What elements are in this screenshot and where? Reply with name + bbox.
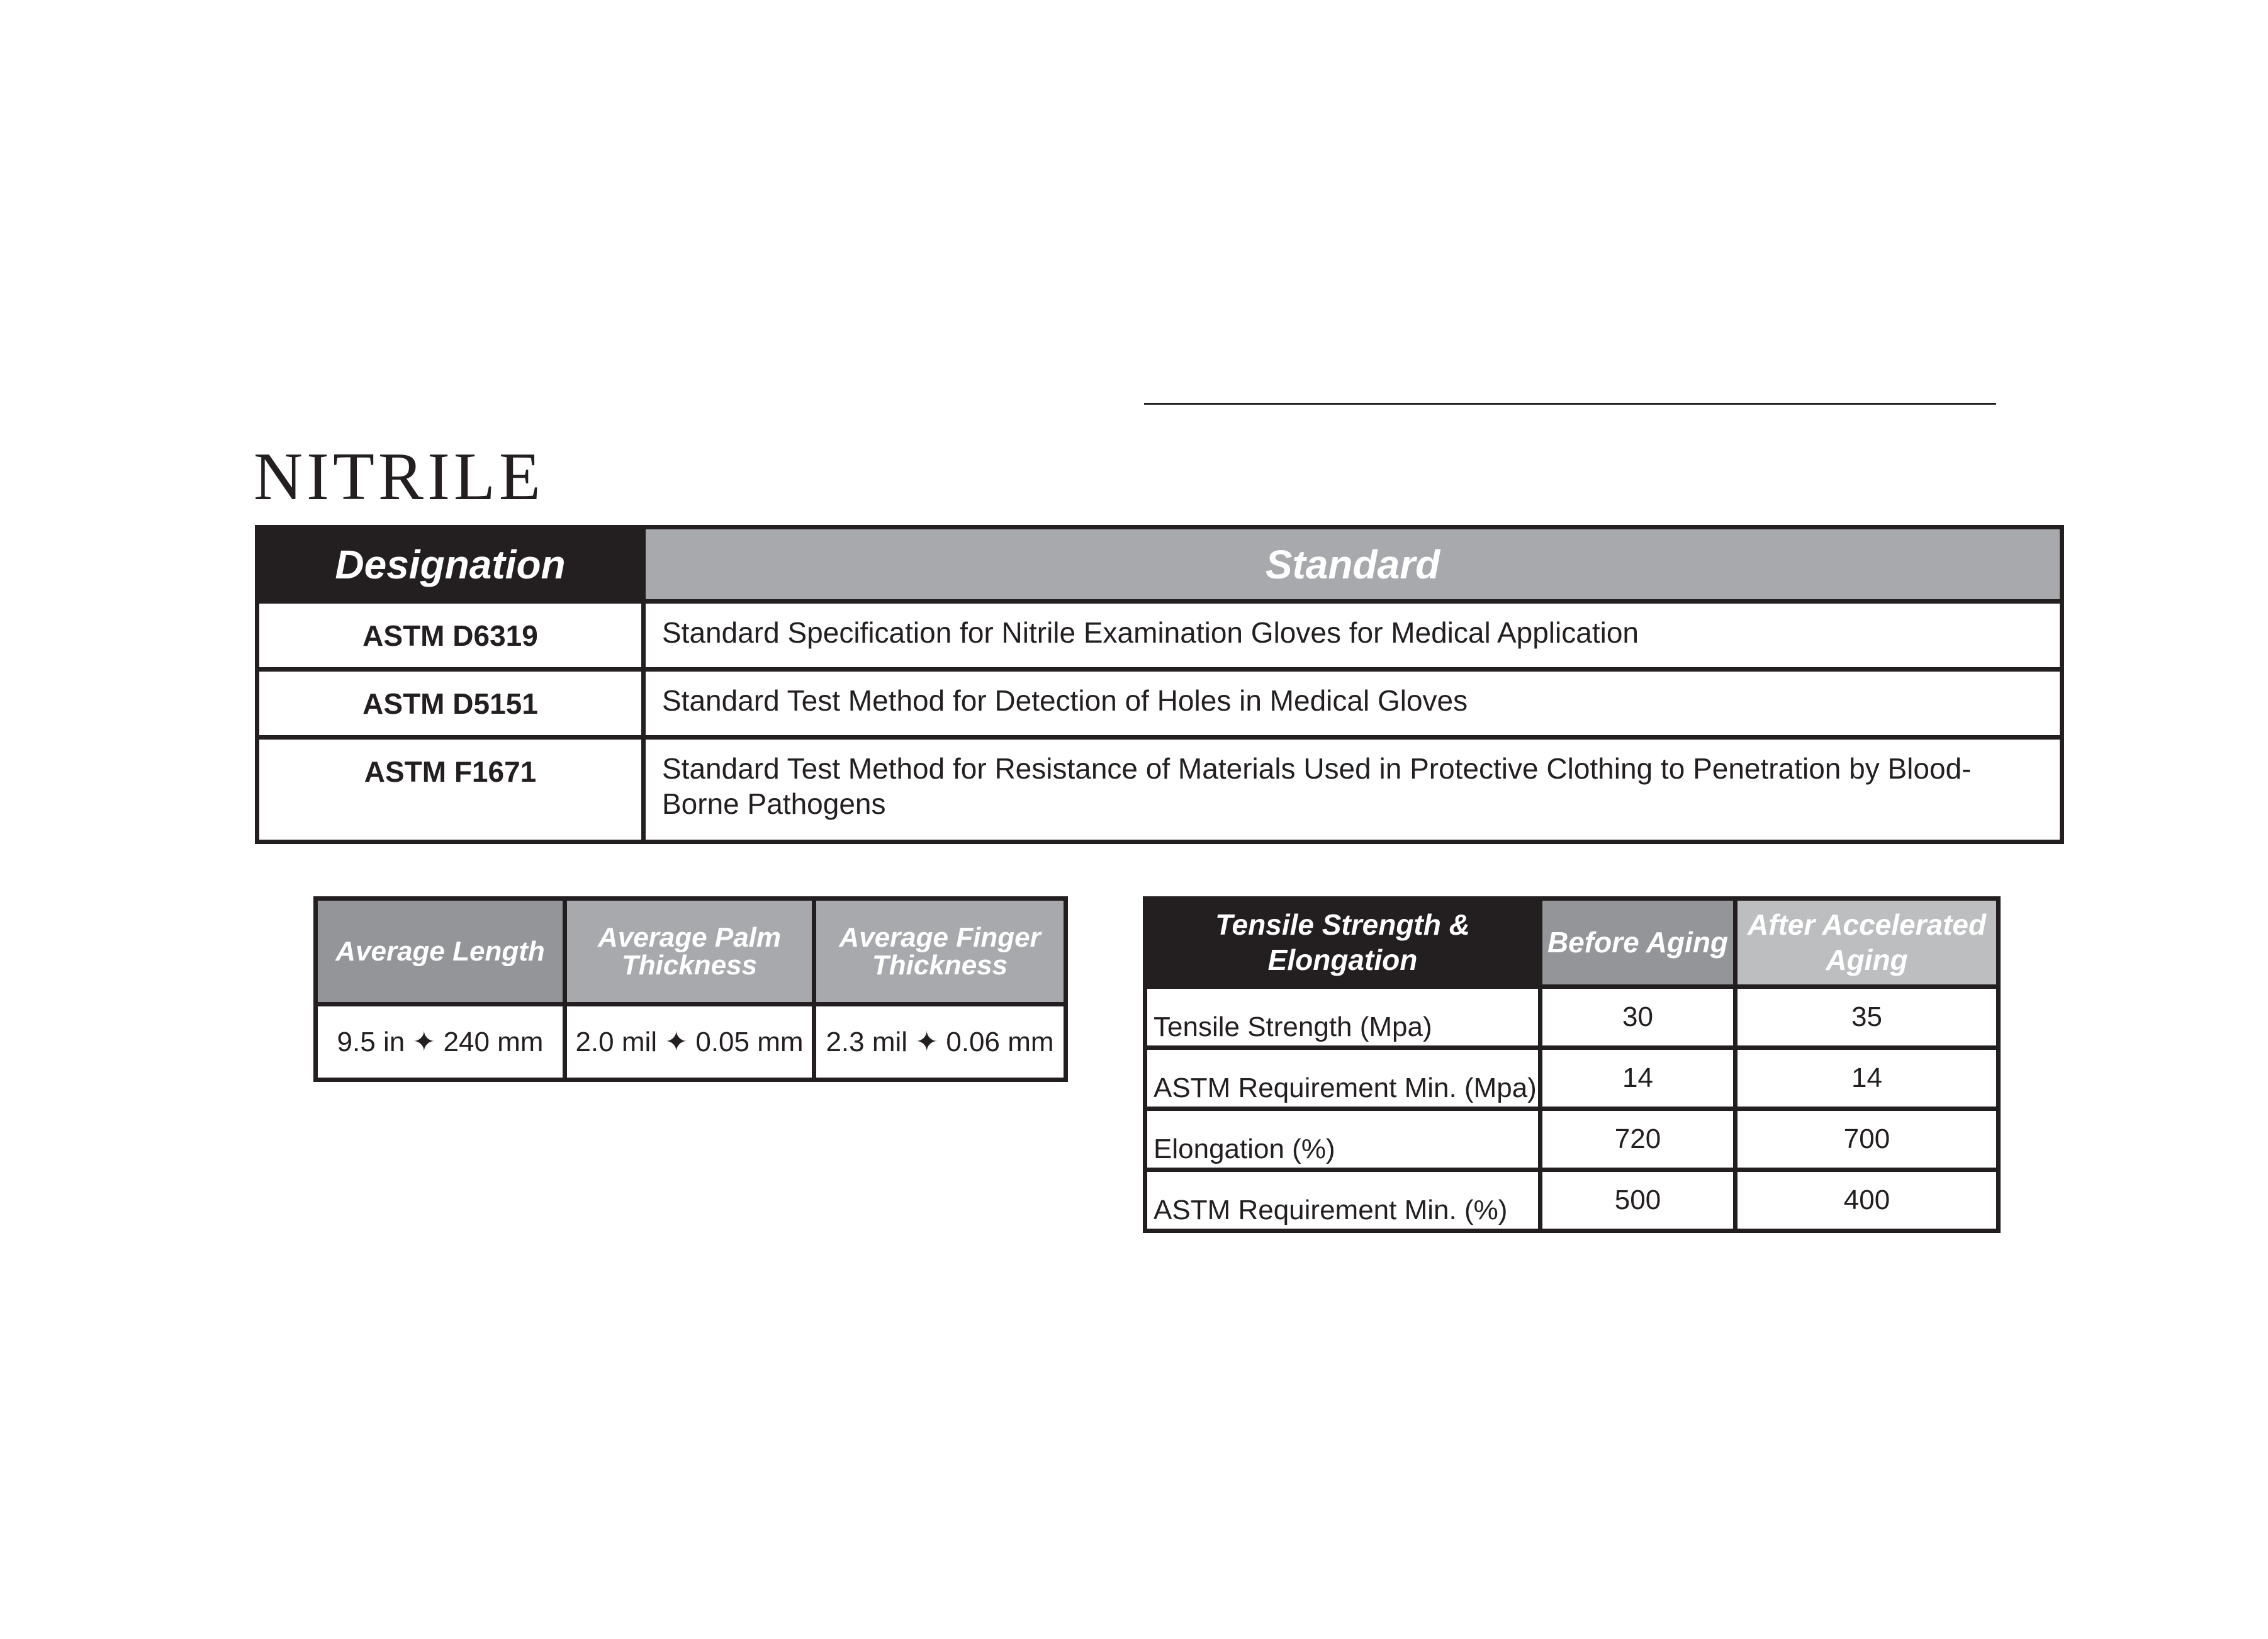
designation-cell: ASTM D5151 bbox=[257, 670, 644, 738]
average-finger-thickness-header: Average Finger Thickness bbox=[814, 899, 1066, 1005]
table-row bbox=[257, 670, 2062, 738]
table-row bbox=[1145, 1170, 1999, 1231]
dimensions-table bbox=[313, 896, 1068, 1082]
table-row bbox=[257, 738, 2062, 842]
row-label: Elongation (%) bbox=[1145, 1109, 1541, 1170]
row-label: ASTM Requirement Min. (%) bbox=[1145, 1170, 1541, 1231]
dimensions-header-row bbox=[316, 899, 1066, 1005]
table-row bbox=[316, 1005, 1066, 1080]
average-length-header: Average Length bbox=[316, 899, 565, 1005]
before-value: 720 bbox=[1541, 1109, 1736, 1170]
before-value: 500 bbox=[1541, 1170, 1736, 1231]
tensile-header-row bbox=[1145, 899, 1999, 987]
standard-cell: Standard Test Method for Detection of Holes in Medical Gloves bbox=[644, 670, 2062, 738]
row-label: ASTM Requirement Min. (Mpa) bbox=[1145, 1048, 1541, 1109]
horizontal-rule bbox=[1144, 403, 1996, 405]
designation-header: Designation bbox=[257, 527, 644, 602]
before-aging-header: Before Aging bbox=[1541, 899, 1736, 987]
standard-header: Standard bbox=[644, 527, 2062, 602]
average-finger-thickness-value: 2.3 mil ✦ 0.06 mm bbox=[814, 1005, 1066, 1080]
designation-cell: ASTM F1671 bbox=[257, 738, 644, 842]
standard-cell: Standard Test Method for Resistance of Materials Used in Protective Clothing to Penetration by Blood-Borne Pathogens bbox=[644, 738, 2062, 842]
standard-cell: Standard Specification for Nitrile Examination Gloves for Medical Application bbox=[644, 602, 2062, 670]
average-length-value: 9.5 in ✦ 240 mm bbox=[316, 1005, 565, 1080]
standards-header-row bbox=[257, 527, 2062, 602]
average-palm-thickness-value: 2.0 mil ✦ 0.05 mm bbox=[565, 1005, 814, 1080]
after-value: 14 bbox=[1736, 1048, 1999, 1109]
table-row bbox=[257, 602, 2062, 670]
table-row bbox=[1145, 1109, 1999, 1170]
after-value: 35 bbox=[1736, 987, 1999, 1048]
after-aging-header: After Accelerated Aging bbox=[1736, 899, 1999, 987]
page-title: NITRILE bbox=[254, 439, 544, 514]
table-row bbox=[1145, 987, 1999, 1048]
table-row bbox=[1145, 1048, 1999, 1109]
after-value: 700 bbox=[1736, 1109, 1999, 1170]
average-palm-thickness-header: Average Palm Thickness bbox=[565, 899, 814, 1005]
row-label: Tensile Strength (Mpa) bbox=[1145, 987, 1541, 1048]
designation-cell: ASTM D6319 bbox=[257, 602, 644, 670]
before-value: 14 bbox=[1541, 1048, 1736, 1109]
before-value: 30 bbox=[1541, 987, 1736, 1048]
tensile-table bbox=[1143, 896, 2001, 1233]
standards-table bbox=[255, 525, 2064, 844]
after-value: 400 bbox=[1736, 1170, 1999, 1231]
tensile-elongation-header: Tensile Strength & Elongation bbox=[1145, 899, 1541, 987]
